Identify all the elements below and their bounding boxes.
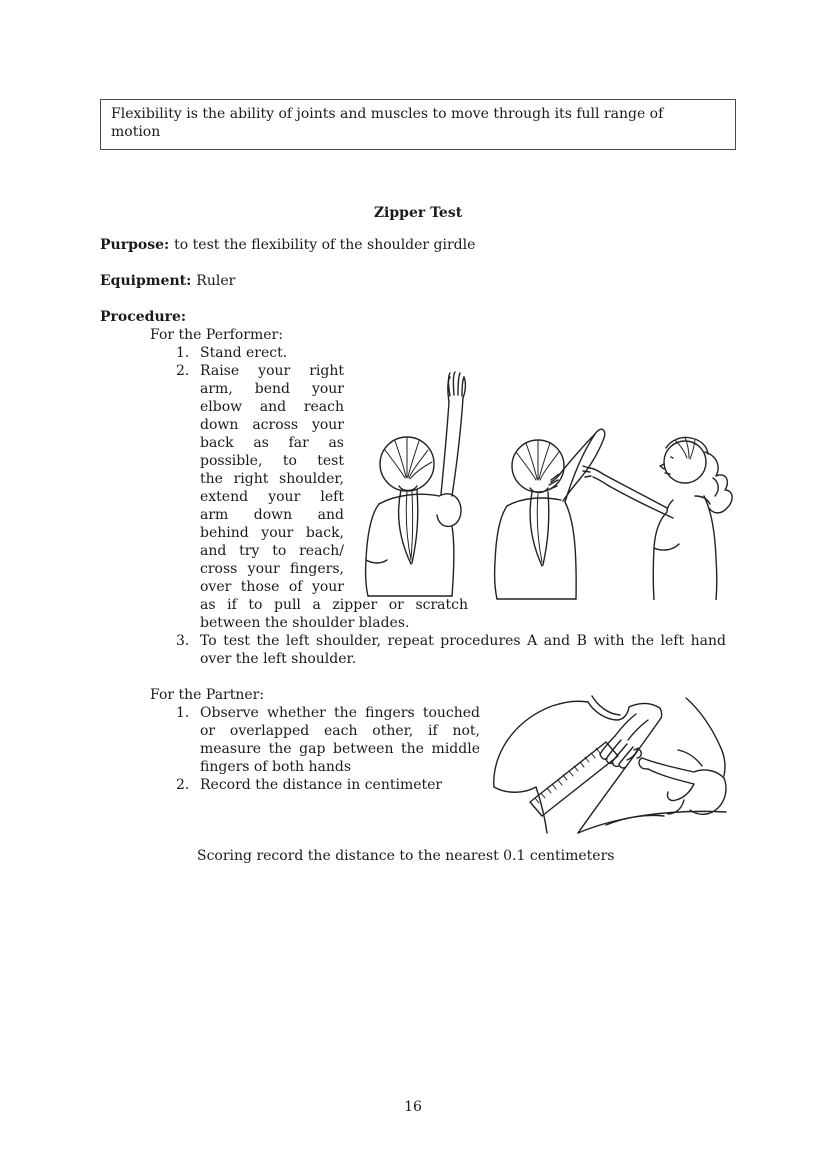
text-line: motion [111,124,161,140]
list-number: 3. [176,633,190,649]
purpose-line [100,236,475,254]
text-line: back as far as [200,435,344,451]
text-line: and try to reach/ [200,543,344,559]
text-line: possible, to test [200,453,344,469]
step-text [200,632,736,668]
text-line: Record the distance in centimeter [200,777,443,793]
text-line: fingers of both hands [200,759,351,775]
text-line: Stand erect. [200,345,288,361]
text-line: Flexibility is the ability of joints and muscles to move through its full range of [111,106,664,122]
zipper-test-illustration [355,368,740,600]
scoring-note: Scoring record the distance to the nearest 0.1 centimeters [197,848,615,864]
text-line: down across your [200,417,344,433]
performer-step [150,632,736,668]
equipment-text: Ruler [196,273,236,289]
text-line: To test the left shoulder, repeat procedures A and B with the left hand [200,633,726,649]
procedure-heading [100,308,191,326]
partner-heading: For the Partner: [150,687,265,703]
text-line: measure the gap between the middle [200,741,480,757]
equipment-label: Equipment: [100,273,192,289]
text-line: the right shoulder, [200,471,344,487]
step-text [200,344,736,362]
list-number: 1. [176,345,190,361]
text-line: cross your fingers, [200,561,344,577]
equipment-line [100,272,235,290]
list-number: 2. [176,363,190,379]
page-title: Zipper Test [373,205,463,221]
text-line: behind your back, [200,525,344,541]
procedure-label: Procedure: [100,309,187,325]
text-line: extend your left [200,489,344,505]
list-number: 2. [176,777,190,793]
page-number: 16 [404,1099,422,1115]
performer-heading: For the Performer: [150,327,283,343]
text-line: over those of your [200,579,344,595]
text-line: over the left shoulder. [200,651,357,667]
purpose-label: Purpose: [100,237,170,253]
text-line: arm down and [200,507,344,523]
list-number: 1. [176,705,190,721]
text-line: as if to pull a zipper or scratch [200,597,468,613]
text-line: arm, bend your [200,381,344,397]
text-line: between the shoulder blades. [200,615,410,631]
text-line: or overlapped each other, if not, [200,723,480,739]
text-line: Observe whether the fingers touched [200,705,480,721]
text-line: Raise your right [200,363,344,379]
performer-step [150,344,736,362]
ruler-measurement-illustration [488,690,728,835]
definition-box [100,99,736,150]
purpose-text: to test the flexibility of the shoulder girdle [174,237,476,253]
text-line: elbow and reach [200,399,344,415]
